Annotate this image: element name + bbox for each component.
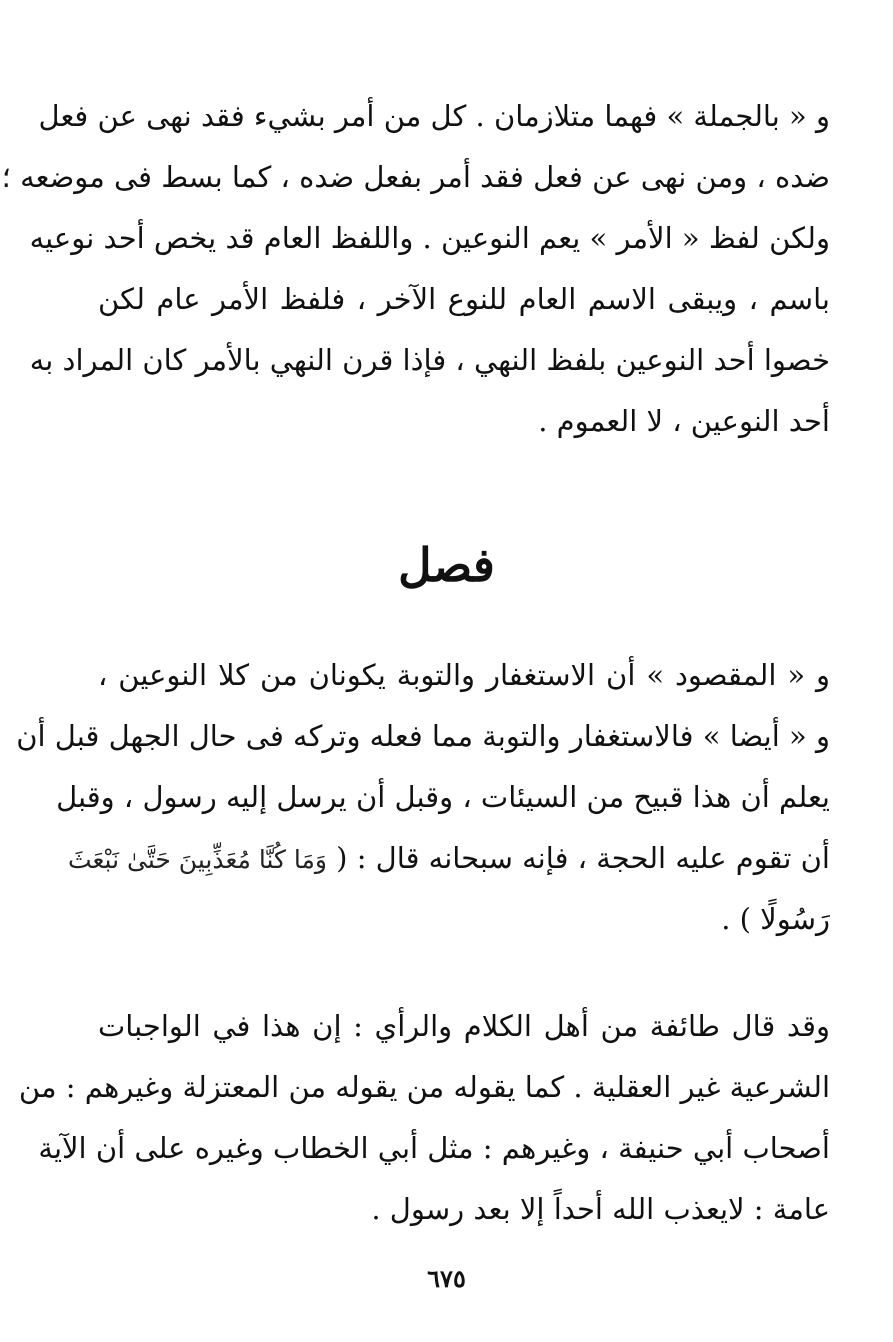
- paragraph-2: [16, 645, 830, 950]
- paragraph-2-line: و « أيضا » فالاستغفار والتوبة مما فعله وتركه فى حال الجهل قبل أن: [16, 719, 830, 753]
- paragraph-1-line: و « بالجملة » فهما متلازمان . كل من أمر بشيء فقد نهى عن فعل: [38, 99, 830, 133]
- paragraph-1-line: ولكن لفظ « الأمر » يعم النوعين . واللفظ العام قد يخص أحد نوعيه: [29, 221, 830, 255]
- paragraph-1-line: ضده ، ومن نهى عن فعل فقد أمر بفعل ضده ، كما بسط فى موضعه ؛: [1, 160, 830, 194]
- page-number: ٦٧٥: [427, 1264, 466, 1293]
- section-heading: [0, 530, 893, 600]
- paragraph-3-line: أصحاب أبي حنيفة ، وغيرهم : مثل أبي الخطاب وغيره على أن الآية: [38, 1131, 830, 1165]
- paragraph-1: [1, 86, 830, 452]
- paragraph-2-line: و « المقصود » أن الاستغفار والتوبة يكونان من كلا النوعين ،: [98, 658, 830, 692]
- section-heading-text: فصل: [398, 538, 495, 592]
- paragraph-3: [18, 996, 830, 1240]
- paragraph-1-line: باسم ، ويبقى الاسم العام للنوع الآخر ، فلفظ الأمر عام لكن: [98, 282, 830, 316]
- quran-verse-fragment: وَمَا كُنَّا مُعَذِّبِينَ حَتَّىٰ نَبْعَثَ: [67, 845, 327, 874]
- paragraph-3-line: الشرعية غير العقلية . كما يقوله من يقوله من المعتزلة وغيرهم : من: [18, 1070, 830, 1104]
- paragraph-3-line: عامة : لايعذب الله أحداً إلا بعد رسول .: [371, 1192, 830, 1226]
- paragraph-1-line: خصوا أحد النوعين بلفظ النهي ، فإذا قرن النهي بالأمر كان المراد به: [29, 343, 830, 377]
- paragraph-3-line: وقد قال طائفة من أهل الكلام والرأي : إن هذا في الواجبات: [98, 1009, 830, 1043]
- paragraph-2-line-text: أن تقوم عليه الحجة ، فإنه سبحانه قال : (: [336, 841, 830, 875]
- paragraph-2-line-with-quran: [67, 828, 830, 889]
- paragraph-2-line: رَسُولًا ) .: [721, 902, 830, 936]
- paragraph-1-line: أحد النوعين ، لا العموم .: [538, 404, 830, 438]
- paragraph-2-line: يعلم أن هذا قبيح من السيئات ، وقبل أن يرسل إليه رسول ، وقبل: [56, 780, 830, 814]
